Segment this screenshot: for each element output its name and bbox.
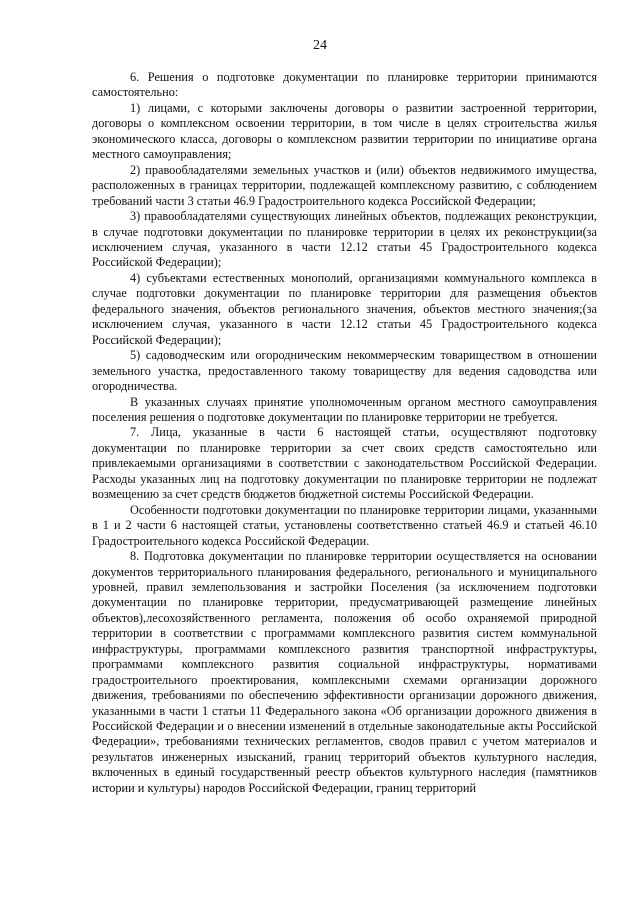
paragraph-7: 7. Лица, указанные в части 6 настоящей статьи, осуществляют подготовку документации по планировке территории за счет своих средств самостоятельно или привлекаемыми организациями в соответствии с законодательством Российской Федерации. Расходы указанных лиц на подготовку документации по планировке территории не подлежат возмещению за счет средств бюджетов бюджетной системы Российской Федерации. xyxy=(92,425,597,502)
page-number: 24 xyxy=(313,38,327,53)
document-body xyxy=(92,70,597,796)
paragraph-6: 6. Решения о подготовке документации по планировке территории принимаются самостоятельно: xyxy=(92,70,597,100)
paragraph-6-item-4: 4) субъектами естественных монополий, организациями коммунального комплекса в случае подготовки документации по планировке территории для размещения объектов федерального значения, объектов регионального значения, объектов местного значения;(за исключением случая, указанного в части 12.12 статьи 45 Градостроительного кодекса Российской Федерации); xyxy=(92,270,597,347)
paragraph-6-item-2: 2) правообладателями земельных участков и (или) объектов недвижимого имущества, расположенных в границах территории, подлежащей комплексному развитию, с соблюдением требований части 3 статьи 46.9 Градостроительного кодекса Российской Федерации; xyxy=(92,162,597,208)
paragraph-6-item-1: 1) лицами, с которыми заключены договоры о развитии застроенной территории, договоры о комплексном освоении территории, в том числе в целях строительства жилья экономического класса, договоры о комплексном развитии территории по инициативе органа местного самоуправления; xyxy=(92,100,597,162)
paragraph-6-note: В указанных случаях принятие уполномоченным органом местного самоуправления поселения решения о подготовке документации по планировке территории не требуется. xyxy=(92,394,597,424)
paragraph-7-features: Особенности подготовки документации по планировке территории лицами, указанными в 1 и 2 части 6 настоящей статьи, установлены соответственно статьей 46.9 и статьей 46.10 Градостроительного кодекса Российской Федерации. xyxy=(92,502,597,548)
paragraph-8: 8. Подготовка документации по планировке территории осуществляется на основании документов территориального планирования федерального, регионального и муниципального уровней, правил землепользования и застройки Поселения (за исключением подготовки документации по планировке территории, предусматривающей размещение линейных объектов),лесохозяйственного регламента, положения об особо охраняемой природной территории в соответствии с программами комплексного развития систем коммунальной инфраструктуры, программами комплексного развития транспортной инфраструктуры, программами комплексного развития социальной инфраструктуры, нормативами градостроительного проектирования, комплексными схемами организации дорожного движения, требованиями по обеспечению эффективности организации дорожного движения, указанными в части 1 статьи 11 Федерального закона «Об организации дорожного движения в Российской Федерации и о внесении изменений в отдельные законодательные акты Российской Федерации», требованиями технических регламентов, сводов правил с учетом материалов и результатов инженерных изысканий, границ территорий объектов культурного наследия, включенных в единый государственный реестр объектов культурного наследия (памятников истории и культуры) народов Российской Федерации, границ территорий xyxy=(92,549,597,795)
paragraph-6-item-3: 3) правообладателями существующих линейных объектов, подлежащих реконструкции, в случае подготовки документации по планировке территории в целях их реконструкции(за исключением случая, указанного в части 12.12 статьи 45 Градостроительного кодекса Российской Федерации); xyxy=(92,209,597,270)
paragraph-6-item-5: 5) садоводческим или огородническим некоммерческим товариществом в отношении земельного участка, предоставленного такому товариществу для ведения садоводства или огородничества. xyxy=(92,348,597,394)
